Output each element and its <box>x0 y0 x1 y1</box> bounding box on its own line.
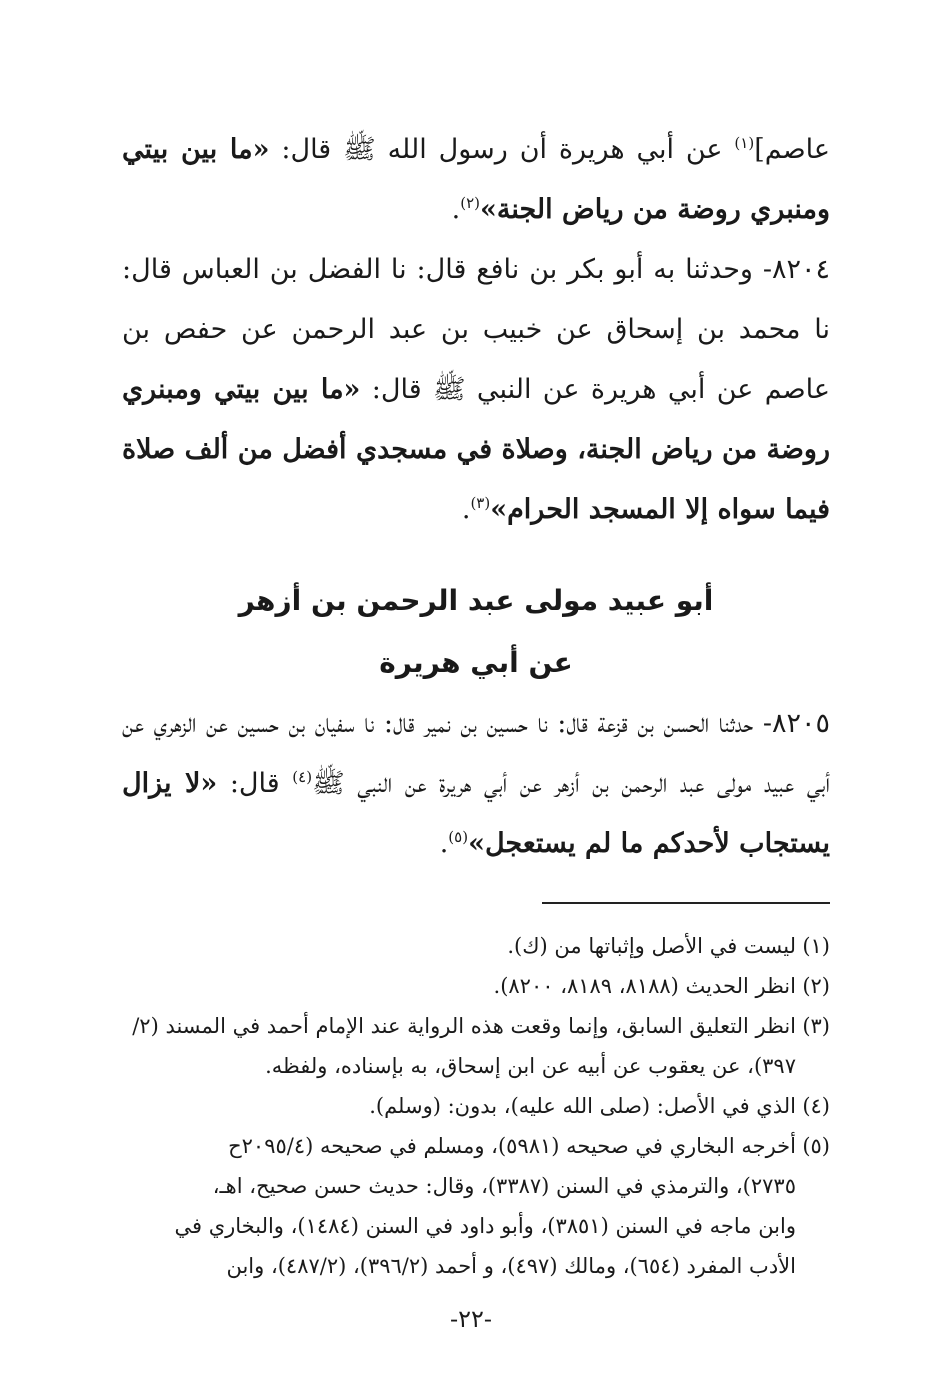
footnote-5-line-4: الأدب المفرد (٦٥٤)، ومالك (٤٩٧)، و أحمد (٣٩٦/٢)، (٤٨٧/٢)، وابن <box>226 1254 796 1278</box>
footnote-3 <box>122 1006 830 1046</box>
footnote-ref[interactable]: (٤) <box>292 768 313 786</box>
text-run: . <box>451 194 461 225</box>
footnote-5-line-2: ٢٧٣٥)، والترمذي في السنن (٣٣٨٧)، وقال: حديث حسن صحيح، اهـ، <box>212 1174 796 1198</box>
hadith-8205 <box>122 694 830 874</box>
paragraph-continuation <box>122 120 830 240</box>
footnote-ref[interactable]: (٢) <box>460 194 480 212</box>
footnote-text: انظر التعليق السابق، وإنما وقعت هذه الرواية عند الإمام أحمد في المسند (٢/ <box>132 1014 796 1038</box>
footnote-text: الذي في الأصل: (صلى الله عليه)، بدون: (وسلم). <box>369 1094 796 1118</box>
footnote-text: انظر الحديث (٨١٨٨، ٨١٨٩، ٨٢٠٠). <box>493 974 796 998</box>
page-number: -٢٢- <box>450 1305 492 1333</box>
text-run: . <box>439 828 449 859</box>
section-subheading: عن أبي هريرة <box>379 646 573 679</box>
footnote-4 <box>122 1086 830 1126</box>
hadith-text: «ما بين بيتي ومبنري روضة من رياض الجنة، وصلاة في مسجدي أفضل من ألف صلاة فيما سواه إلا المسجد الحرام» <box>122 374 830 525</box>
isnad-text: ٨٢٠٥- حدثنا الحسن بن قزعة قال: نا حسين بن نمير قال: نا سفيان بن حسين عن الزهري عن أبي عبيد مولى عبد الرحمن بن أزهر عن أبي هريرة عن النبي ﷺ <box>122 708 830 799</box>
hadith-8204 <box>122 240 830 540</box>
footnote-number: (٣) <box>802 1014 830 1038</box>
footnote-number: (٤) <box>802 1094 830 1118</box>
footnote-2 <box>122 966 830 1006</box>
footnote-5 <box>122 1126 830 1166</box>
isnad-text: ٨٢٠٤- وحدثنا به أبو بكر بن نافع قال: نا الفضل بن العباس قال: نا محمد بن إسحاق عن خبيب بن عبد الرحمن عن حفص بن عاصم عن أبي هريرة عن النبي ﷺ قال: <box>122 254 830 405</box>
text-run: عاصم] <box>754 134 830 165</box>
footnote-ref[interactable]: (١) <box>734 134 755 152</box>
footnote-separator <box>542 902 830 904</box>
footnote-number: (٢) <box>802 974 830 998</box>
footnote-number: (١) <box>802 934 830 958</box>
footnote-text: ليست في الأصل وإثباتها من (ك). <box>507 934 796 958</box>
hadith-text: «لا يزال يستجاب لأحدكم ما لم يستعجل» <box>122 768 830 859</box>
section-heading: أبو عبيد مولى عبد الرحمن بن أزهر <box>238 584 714 617</box>
hadith-text: «ما بين بيتي ومنبري روضة من رياض الجنة» <box>122 134 830 225</box>
footnote-number: (٥) <box>802 1134 830 1158</box>
text-run: قال: <box>217 768 293 799</box>
footnote-ref[interactable]: (٥) <box>448 828 469 846</box>
footnote-5-line-3: وابن ماجه في السنن (٣٨٥١)، وأبو داود في السنن (١٤٨٤)، والبخاري في <box>174 1214 796 1238</box>
text-run: عن أبي هريرة أن رسول الله ﷺ قال: <box>269 134 735 165</box>
footnote-1 <box>122 926 830 966</box>
text-run: . <box>461 494 471 525</box>
footnote-ref[interactable]: (٣) <box>470 494 491 512</box>
footnote-3-continuation: ٣٩٧)، عن يعقوب عن أبيه عن ابن إسحاق، به بإسناده، ولفظه. <box>265 1054 796 1078</box>
footnote-text: أخرجه البخاري في صحيحه (٥٩٨١)، ومسلم في صحيحه (٢٠٩٥/٤ح <box>228 1134 796 1158</box>
